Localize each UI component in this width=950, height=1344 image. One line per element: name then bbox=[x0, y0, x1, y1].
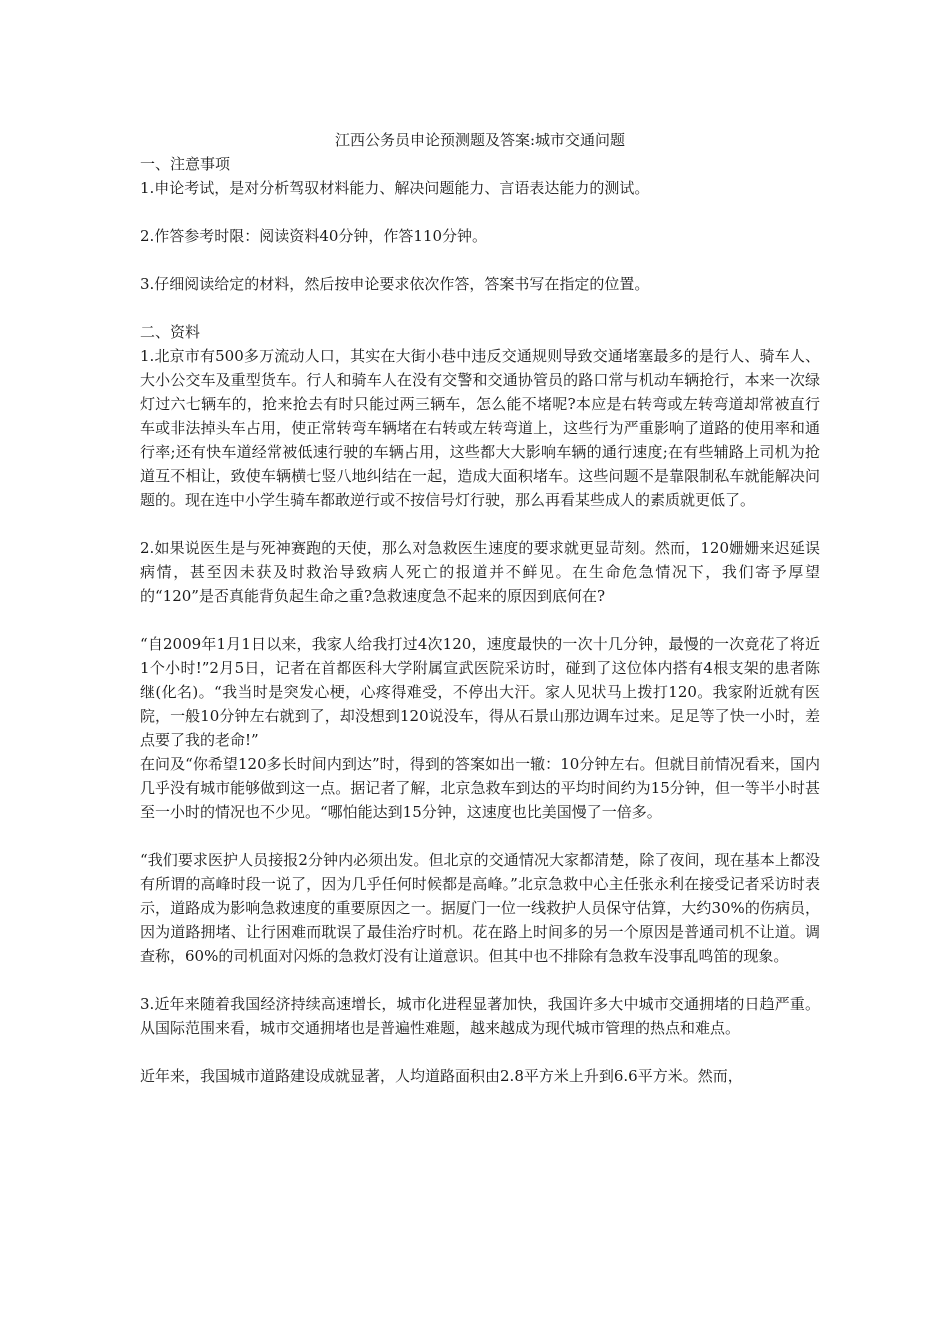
material-paragraph-6: 3.近年来随着我国经济持续高速增长，城市化进程显著加快，我国许多大中城市交通拥堵的日趋严重。从国际范围来看，城市交通拥堵也是普遍性难题，越来越成为现代城市管理的热点和难点。 bbox=[140, 995, 820, 1037]
notice-item-3: 3.仔细阅读给定的材料，然后按申论要求依次作答，答案书写在指定的位置。 bbox=[140, 275, 650, 293]
spacer bbox=[140, 968, 820, 992]
notice-item-1: 1.申论考试，是对分析驾驭材料能力、解决问题能力、言语表达能力的测试。 bbox=[140, 179, 650, 197]
notice-item-2: 2.作答参考时限：阅读资料40分钟，作答110分钟。 bbox=[140, 227, 488, 245]
spacer bbox=[140, 1040, 820, 1064]
material-paragraph-5: “我们要求医护人员接报2分钟内必须出发。但北京的交通情况大家都清楚，除了夜间，现在基本上都没有所谓的高峰时段一说了，因为几乎任何时候都是高峰。”北京急救中心主任张永利在接受记者采访时表示，道路成为影响急救速度的重要原因之一。据厦门一位一线救护人员保守估算，大约30%的伤病员，因为道路拥堵、让行困难而耽误了最佳治疗时机。花在路上时间多的另一个原因是普通司机不让道。调查称，60%的司机面对闪烁的急救灯没有让道意识。但其中也不排除有急救车没事乱鸣笛的现象。 bbox=[140, 851, 820, 965]
spacer bbox=[140, 608, 820, 632]
material-paragraph-1: 1.北京市有500多万流动人口，其实在大街小巷中违反交通规则导致交通堵塞最多的是行人、骑车人、大小公交车及重型货车。行人和骑车人在没有交警和交通协管员的路口常与机动车辆抢行，本来一次绿灯过六七辆车的，抢来抢去有时只能过两三辆车，怎么能不堵呢?本应是右转弯或左转弯道却常被直行车或非法掉头车占用，使正常转弯车辆堵在右转或左转弯道上，这些行为严重影响了道路的使用率和通行率;还有快车道经常被低速行驶的车辆占用，这些都大大影响车辆的通行速度;在有些辅路上司机为抢道互不相让，致使车辆横七竖八地纠结在一起，造成大面积堵车。这些问题不是靠限制私车就能解决问题的。现在连中小学生骑车都敢逆行或不按信号灯行驶，那么再看某些成人的素质就更低了。 bbox=[140, 347, 820, 509]
material-paragraph-7: 近年来，我国城市道路建设成就显著，人均道路面积由2.8平方米上升到6.6平方米。然而， bbox=[140, 1067, 743, 1085]
spacer bbox=[140, 824, 820, 848]
section-heading-notice: 一、注意事项 bbox=[140, 155, 231, 173]
material-paragraph-3: “自2009年1月1日以来，我家人给我打过4次120，速度最快的一次十几分钟，最慢的一次竟花了将近1个小时!”2月5日，记者在首都医科大学附属宣武医院采访时，碰到了这位体内搭有4根支架的患者陈继(化名)。“我当时是突发心梗，心疼得难受，不停出大汗。家人见状马上拨打120。我家附近就有医院，一般10分钟左右就到了，却没想到120说没车，得从石景山那边调车过来。足足等了快一小时，差点要了我的老命!” bbox=[140, 635, 820, 749]
document-title: 江西公务员申论预测题及答案:城市交通问题 bbox=[334, 131, 626, 149]
spacer bbox=[140, 248, 820, 272]
material-paragraph-2: 2.如果说医生是与死神赛跑的天使，那么对急救医生速度的要求就更显苛刻。然而，120姗姗来迟延误病情，甚至因未获及时救治导致病人死亡的报道并不鲜见。在生命危急情况下，我们寄予厚望的“120”是否真能背负起生命之重?急救速度急不起来的原因到底何在? bbox=[140, 539, 820, 605]
document-page bbox=[140, 128, 820, 1088]
material-paragraph-4: 在问及“你希望120多长时间内到达”时，得到的答案如出一辙：10分钟左右。但就目前情况看来，国内几乎没有城市能够做到这一点。据记者了解，北京急救车到达的平均时间约为15分钟，但一等半小时甚至一小时的情况也不少见。“哪怕能达到15分钟，这速度也比美国慢了一倍多。 bbox=[140, 755, 820, 821]
section-heading-materials: 二、资料 bbox=[140, 323, 201, 341]
spacer bbox=[140, 296, 820, 320]
spacer bbox=[140, 200, 820, 224]
spacer bbox=[140, 512, 820, 536]
